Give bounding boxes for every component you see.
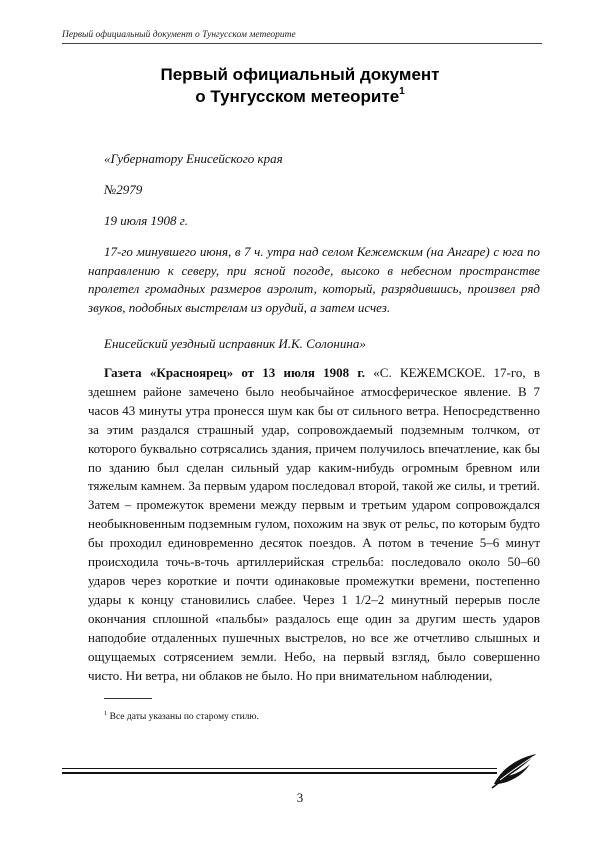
title-line-2-text: о Тунгусском метеорите <box>195 87 400 106</box>
title-line-1: Первый официальный документ <box>160 65 440 84</box>
newspaper-paragraph <box>88 364 540 685</box>
letter-number: №2979 <box>104 182 143 197</box>
newspaper-lead: Газета «Красноярец» от 13 июля 1908 г. <box>104 365 366 380</box>
running-header-title: Первый официальный документ о Тунгусском метеорите <box>62 30 296 40</box>
title-line-2 <box>62 86 538 108</box>
page-number: 3 <box>296 790 304 805</box>
letter-addressee: «Губернатору Енисейского края <box>104 151 283 166</box>
letter-text: 17-го минувшего июня, в 7 ч. утра над селом Кежемским (на Ангаре) с юга по направлению к северу, при ясной погоде, высоко в небесном пространстве пролетел громадных размеров аэролит, который, разрядившись, произвел ряд звуков, подобных выстрелам из орудий, а затем исчез. <box>88 244 540 316</box>
quill-feather-icon <box>488 750 538 790</box>
footnote-mark: 1 <box>104 710 108 717</box>
footer-rule-thick <box>62 772 497 774</box>
letter-signature: Енисейский уездный исправник И.К. Солонина» <box>104 336 366 351</box>
letter-date: 19 июля 1908 г. <box>104 213 188 228</box>
page-title <box>62 64 538 108</box>
footnote <box>104 711 524 723</box>
title-footnote-mark: 1 <box>399 86 405 97</box>
footer-rule-thin <box>62 768 497 769</box>
running-header <box>62 30 542 44</box>
footnote-separator <box>104 698 152 699</box>
newspaper-text: «С. КЕЖЕМСКОЕ. 17-го, в здешнем районе замечено было необычайное атмосферическое явление. В 7 часов 43 минуты утра пронесся шум как бы от сильного ветра. Непосредственно за этим раздался страшный удар, сопровождаемый подземным толчком, от которого буквально сотрясались здания, причем получилось впечатление, как бы по зданию был сделан сильный удар каким-нибудь огромным бревном или тяжелым камнем. За первым ударом последовал второй, такой же силы, и третий. Затем – промежуток времени между первым и третьим ударом сопровождался необыкновенным подземным гулом, похожим на звук от рельс, по которым будто бы проходил единовременно десяток поездов. А потом в течение 5–6 минут происходила точь-в-точь артиллерийская стрельба: последовало около 50–60 ударов через короткие и почти одинаковые промежутки времени, постепенно удары к концу становились слабее. Через 1 1/2–2 минутный перерыв после окончания сплошной «пальбы» раздалось еще один за другим шесть ударов наподобие отдаленных пушечных выстрелов, но все же отчетливо слышных и ощущаемых сотрясением земли. Небо, на первый взгляд, было совершенно чисто. Ни ветра, ни облаков не было. Но при внимательном наблюдении, <box>88 365 540 683</box>
footnote-text: Все даты указаны по старому стилю. <box>107 712 259 722</box>
